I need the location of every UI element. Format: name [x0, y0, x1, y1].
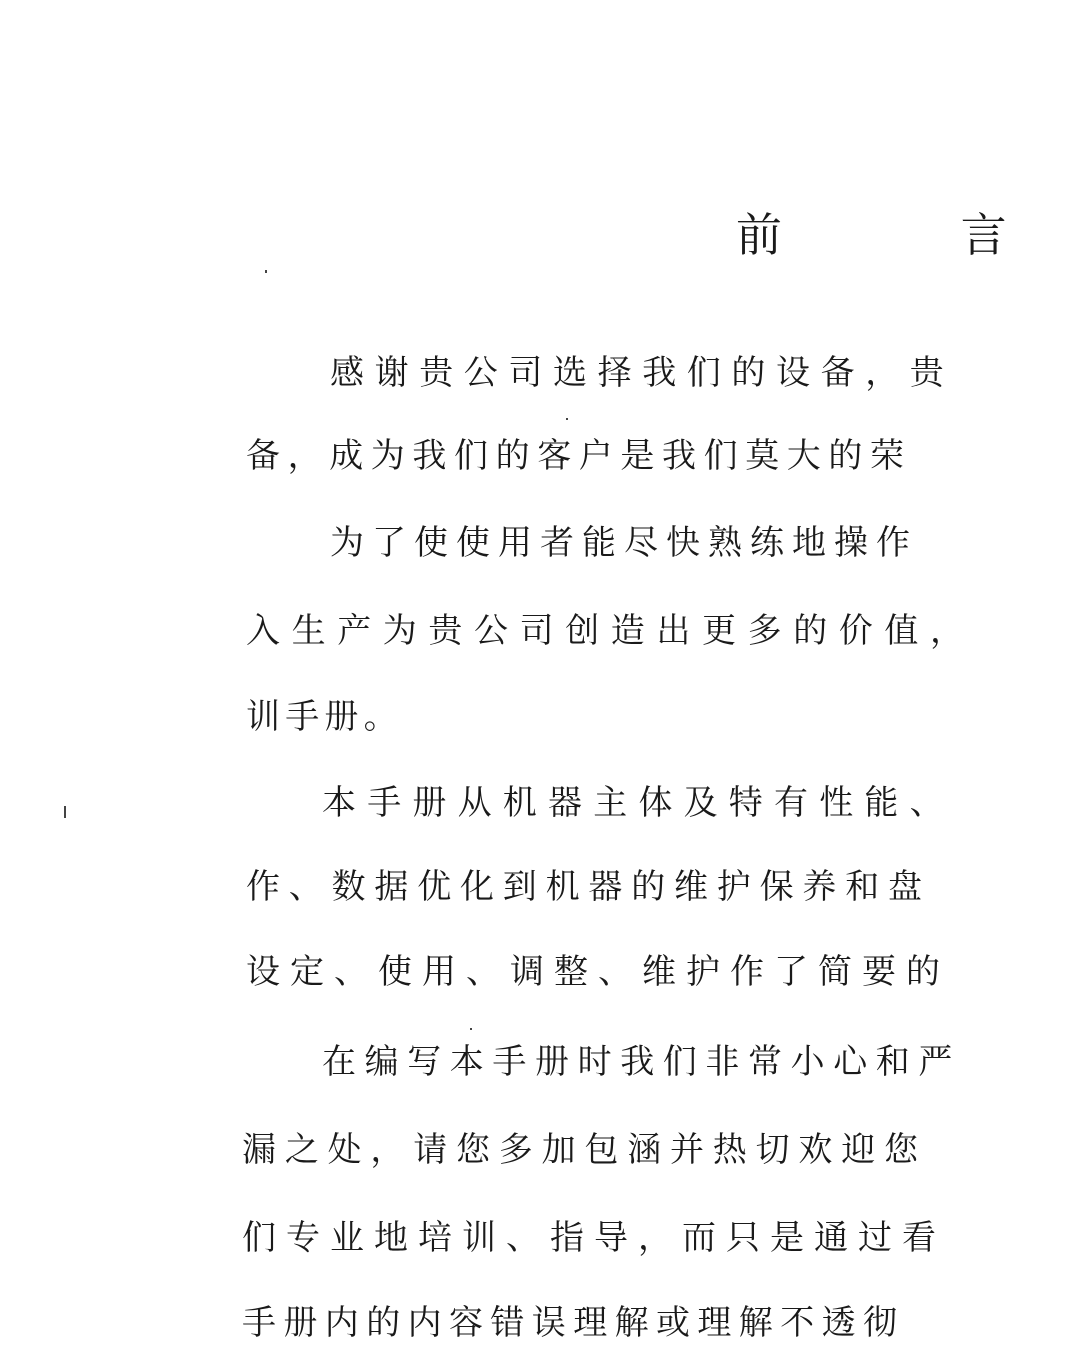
body-line: 本手册从机器主体及特有性能、 — [322, 783, 955, 823]
scan-speck — [566, 418, 568, 420]
body-line: 们专业地培训、指导，而只是通过看 — [242, 1218, 946, 1258]
scan-speck — [265, 270, 267, 273]
body-line: 设定、使用、调整、维护作了简要的 — [246, 952, 950, 992]
body-line: 手册内的内容错误理解或理解不透彻 — [242, 1303, 905, 1343]
body-line: 入生产为贵公司创造出更多的价值， — [246, 611, 976, 651]
body-line: 感谢贵公司选择我们的设备，贵 — [330, 353, 955, 393]
body-line: 训手册。 — [246, 697, 403, 737]
body-line: 为了使使用者能尽快熟练地操作 — [330, 523, 918, 563]
scan-speck — [470, 1028, 472, 1030]
body-line: 备，成为我们的客户是我们莫大的荣 — [246, 436, 912, 476]
body-line: 漏之处，请您多加包涵并热切欢迎您 — [242, 1130, 927, 1170]
body-line: 在编写本手册时我们非常小心和严 — [322, 1042, 961, 1082]
body-line: 作、数据优化到机器的维护保养和盘 — [246, 867, 931, 907]
scan-speck — [64, 806, 66, 818]
page-title: 前 言 — [736, 208, 1089, 262]
